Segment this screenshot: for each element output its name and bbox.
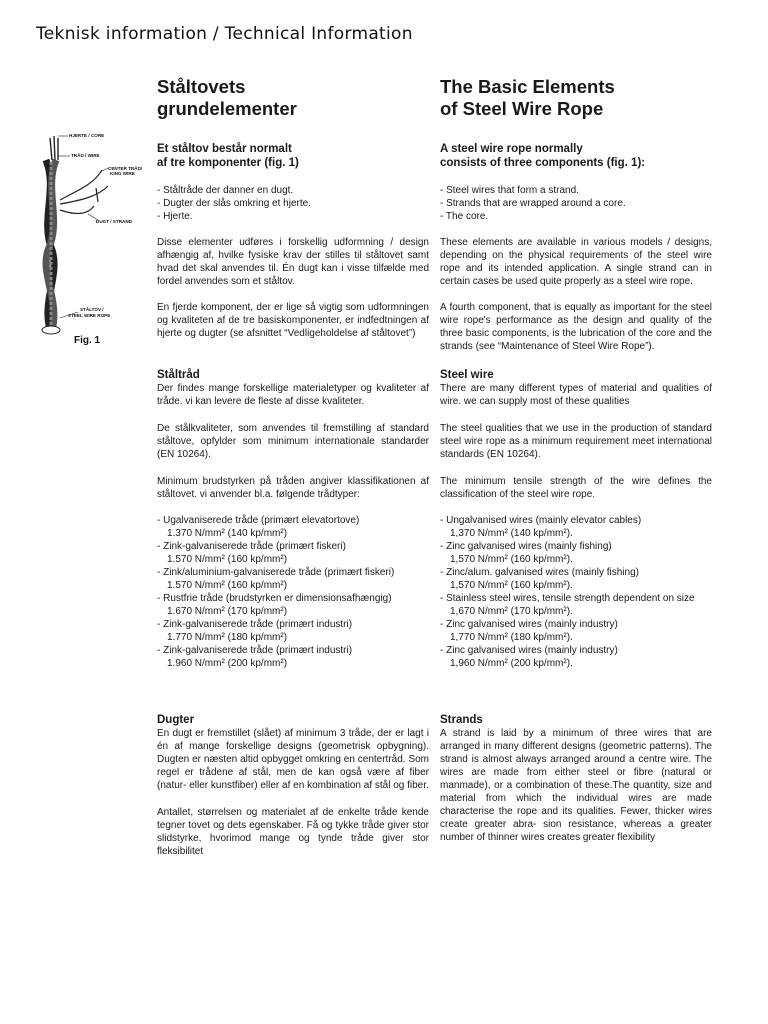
da-wire-heading: Ståltråd — [157, 369, 200, 381]
label-center-wire-2: KING WIRE — [110, 171, 135, 176]
en-wire-heading: Steel wire — [440, 369, 494, 381]
list-item: - The core. — [440, 211, 489, 222]
label-core: HJERTE / CORE — [69, 133, 105, 138]
rope-illustration — [42, 136, 111, 334]
list-item: - Zink/aluminium-galvaniserede tråde (primært fiskeri) 1.570 N/mm² (160 kp/mm²) — [157, 567, 395, 591]
en-wire-para-2: The steel qualities that we use in the production of standard steel wire rope as a minimum requirement meet international standards (EN 10264). — [440, 423, 712, 460]
label-rope-2: STEEL WIRE ROPE — [68, 313, 111, 318]
da-para-1: Disse elementer udføres i forskellig udformning / design afhængig af, hvilke fysiske krav der stilles til ståltovet samt hvad det skal anvendes til. Én dugt kan i visse tilfælde med fordel anvendes som et ståltov. — [157, 237, 429, 287]
list-item: - Ugalvaniserede tråde (primært elevatortove) 1.370 N/mm² (140 kp/mm²) — [157, 515, 360, 539]
list-item: - Strands that are wrapped around a core. — [440, 198, 626, 209]
list-item: - Zink-galvaniserede tråde (primært industri) 1.770 N/mm² (180 kp/mm²) — [157, 619, 353, 643]
figure-caption: Fig. 1 — [74, 335, 101, 346]
en-title-line-1: The Basic Elements — [440, 76, 615, 97]
page-header: Teknisk information / Technical Information — [36, 24, 413, 44]
list-item: - Stainless steel wires, tensile strength dependent on size 1,670 N/mm² (170 kp/mm²). — [440, 593, 695, 617]
da-title — [157, 76, 429, 120]
label-wire: TRÅD / WIRE — [71, 153, 100, 158]
da-wire-para-2: De stålkvaliteter, som anvendes til fremstilling af standard ståltove, opfylder som minimum internationale standarder (EN 10264). — [157, 423, 429, 460]
en-intro-line-1: A steel wire rope normally — [440, 143, 583, 155]
en-strands-heading: Strands — [440, 714, 483, 726]
en-title — [440, 76, 712, 120]
list-item: - Rustfrie tråde (brudstyrken er dimensionsafhængig) 1.670 N/mm² (170 kp/mm²) — [157, 593, 392, 617]
label-center-wire-1: CENTER TRÅD/ — [108, 166, 143, 171]
en-intro-line-2: consists of three components (fig. 1): — [440, 157, 646, 169]
da-strands-heading: Dugter — [157, 714, 195, 726]
en-wire-types-list — [440, 514, 712, 670]
en-components-list — [440, 184, 712, 223]
en-wire-para-1: There are many different types of material and qualities of wire. we can supply most of these qualities — [440, 383, 712, 407]
en-strands-para-1: A strand is laid by a minimum of three wires that are arranged in many different designs (geometric patterns). The strand is almost always arranged around a centre wire. The wires are made from either steel or fibre (natural or manmade), or a combination of these.The quantity, size and material from which the individual wires are made characterise the rope and its qualities. Fewer, thicker wires create greater abra- sion resistance, whereas a greater number of thinner wires creates greater flexibility — [440, 728, 712, 843]
list-item: - Zinc galvanised wires (mainly industry) 1,960 N/mm² (200 kp/mm²). — [440, 645, 618, 669]
da-para-2: En fjerde komponent, der er lige så vigtig som udformningen og kvaliteten af de tre basiskomponenter, er indfedtningen af hjerte og dugter (se afsnittet “Vedligeholdelse af ståltovet”) — [157, 302, 429, 339]
list-item: - Zink-galvaniserede tråde (primært fiskeri) 1.570 N/mm² (160 kp/mm²) — [157, 541, 346, 565]
da-wire-types-list — [157, 514, 429, 670]
en-para-2: A fourth component, that is equally as important for the steel wire rope's performance as the design and quality of the three basic components, is the lubrication of the core and the strands (see “Maintenance of Steel Wire Rope”). — [440, 302, 712, 352]
steel-wire-rope-figure — [38, 130, 148, 355]
list-item: - Hjerte. — [157, 211, 193, 222]
label-strand: DUGT / STRAND — [96, 219, 132, 224]
list-item: - Zinc galvanised wires (mainly industry) 1,770 N/mm² (180 kp/mm²). — [440, 619, 618, 643]
da-title-line-1: Ståltovets — [157, 76, 246, 97]
da-intro-line-2: af tre komponenter (fig. 1) — [157, 157, 299, 169]
da-wire-para-1: Der findes mange forskellige materialetyper og kvaliteter af tråde. vi kan levere de fleste af disse kvaliteter. — [157, 383, 429, 407]
list-item: - Ståltråde der danner en dugt. — [157, 185, 294, 196]
en-title-line-2: of Steel Wire Rope — [440, 98, 604, 119]
da-strands-para-2: Antallet, størrelsen og materialet af de enkelte tråde kende tegner tovet og dets egenskaber. Få og tykke tråde giver stor slidstyrke, hvorimod mange og tynde tråde giver stor fleksibilitet — [157, 807, 429, 857]
da-wire-para-3: Minimum brudstyrken på tråden angiver klassifikationen af ståltovet. vi anvender bl.a. følgende trådtyper: — [157, 476, 429, 500]
da-intro — [157, 142, 429, 170]
da-components-list — [157, 184, 429, 223]
list-item: - Zinc galvanised wires (mainly fishing) 1,570 N/mm² (160 kp/mm²). — [440, 541, 612, 565]
list-item: - Zinc/alum. galvanised wires (mainly fishing) 1,570 N/mm² (160 kp/mm²). — [440, 567, 639, 591]
en-wire-para-3: The minimum tensile strength of the wire defines the classification of the steel wire rope. — [440, 476, 712, 500]
list-item: - Steel wires that form a strand. — [440, 185, 579, 196]
da-intro-line-1: Et ståltov består normalt — [157, 143, 292, 155]
da-title-line-2: grundelementer — [157, 98, 297, 119]
list-item: - Dugter der slås omkring et hjerte. — [157, 198, 311, 209]
da-strands-para-1: En dugt er fremstillet (slået) af minimum 3 tråde, der er lagt i én af mange forskellige designs (geometrisk opbygning). Dugten er næsten altid opbygget omkring en centertråd. Som regel er trådene af stål, men de kan også være af fiber (natur- eller kunstfiber) eller af en kombination af stål og fiber. — [157, 728, 429, 791]
en-intro — [440, 142, 712, 170]
label-rope-1: STÅLTOV / — [80, 307, 104, 312]
list-item: - Zink-galvaniserede tråde (primært industri) 1.960 N/mm² (200 kp/mm²) — [157, 645, 353, 669]
en-para-1: These elements are available in various models / designs, depending on the physical requirements of the steel wire rope and its intended application. A single strand can in certain cases be used quite properly as a steel wire rope. — [440, 237, 712, 287]
list-item: - Ungalvanised wires (mainly elevator cables) 1,370 N/mm² (140 kp/mm²). — [440, 515, 642, 539]
